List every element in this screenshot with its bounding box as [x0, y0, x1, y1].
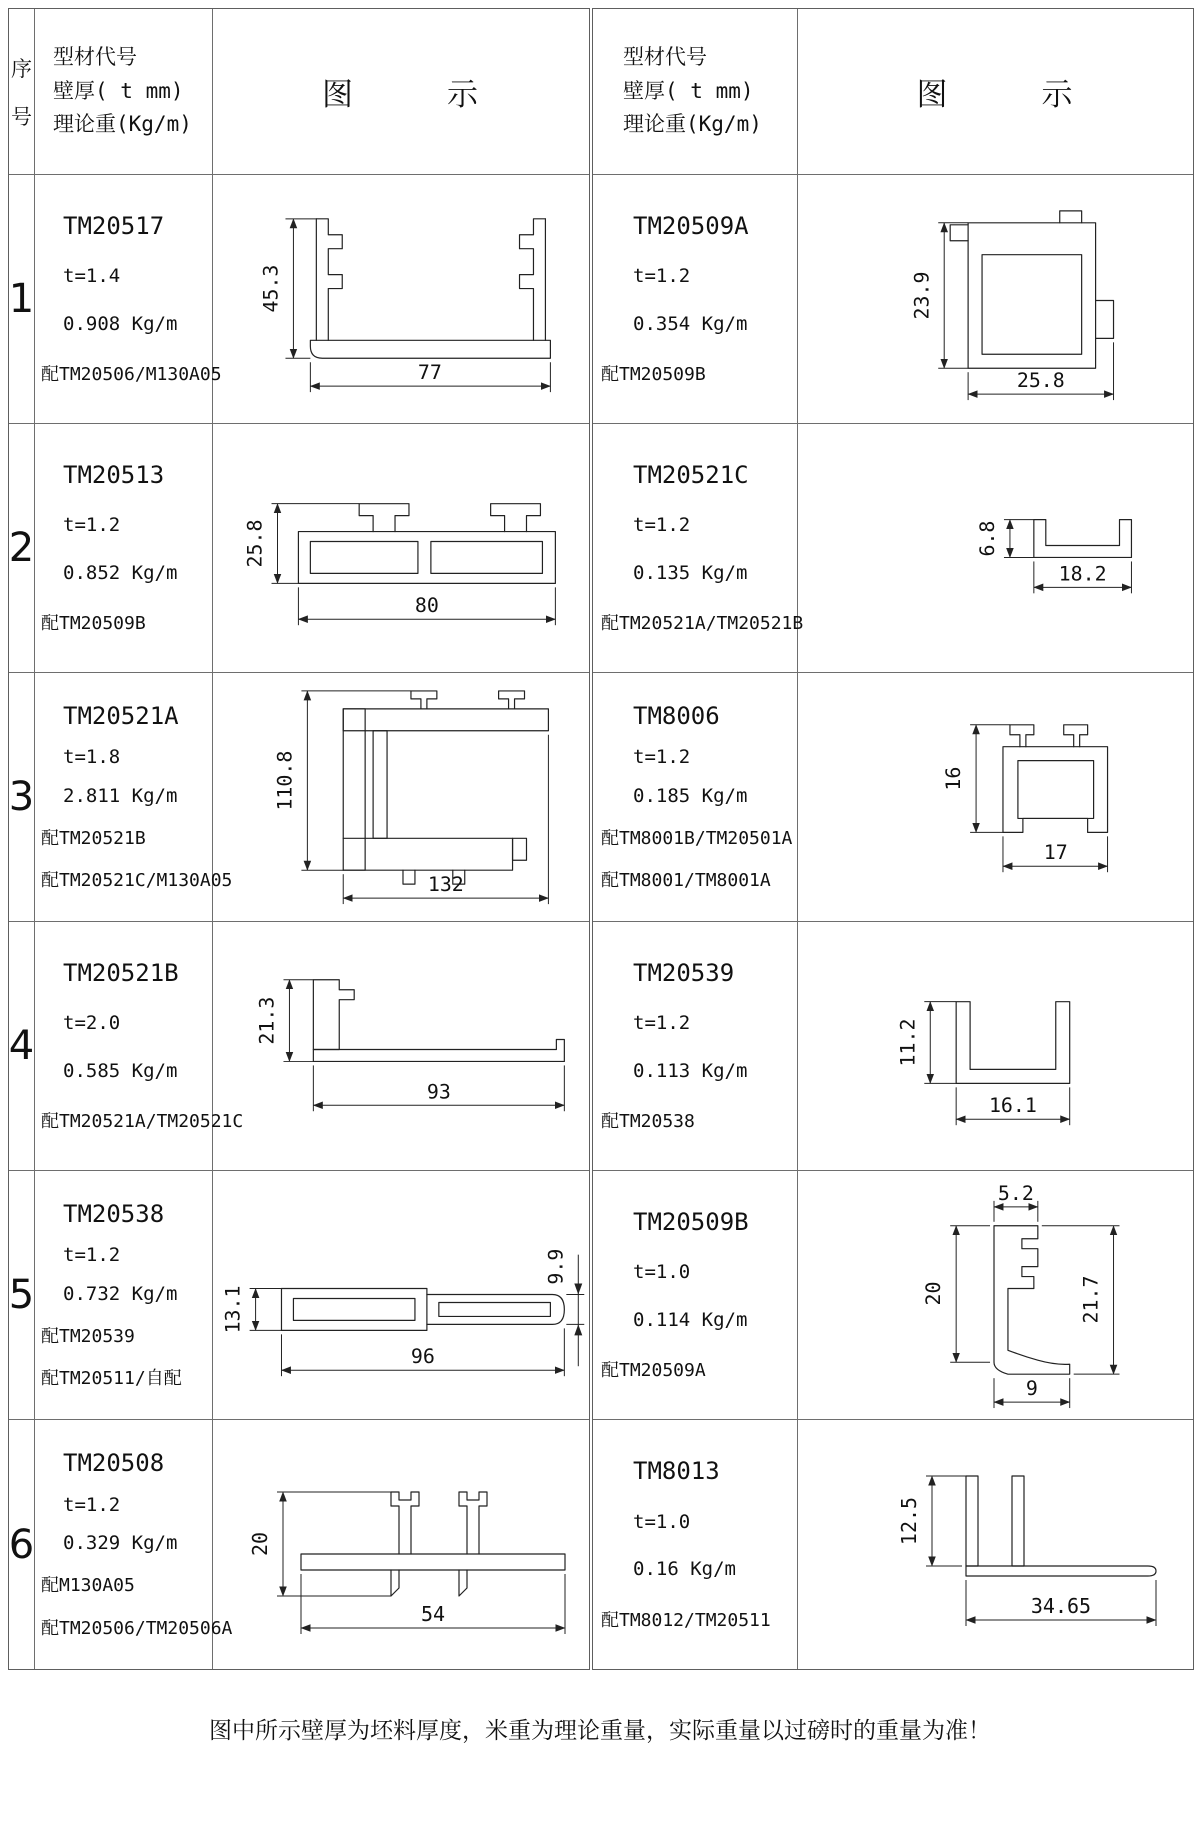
- profile-code: TM20513: [63, 461, 165, 490]
- header-wall-thickness-label: 壁厚( t mm): [623, 78, 754, 103]
- matching-profiles: 配TM8001B/TM20501A: [601, 827, 793, 849]
- row-3-index: 3: [9, 673, 35, 922]
- dim-label-height: 13.1: [221, 1285, 245, 1334]
- row-1-left-diagram: [213, 175, 589, 424]
- dim-label-right-height: 21.7: [1079, 1275, 1103, 1324]
- header-profile-code-label: 型材代号: [53, 45, 137, 70]
- dim-label-height: 110.8: [273, 750, 297, 811]
- row-6-left-info: [35, 1420, 233, 1669]
- wall-thickness: t=1.2: [63, 514, 121, 537]
- row-4-index: 4: [9, 922, 35, 1171]
- row-1-right-info: [593, 175, 798, 424]
- unit-weight: 0.354 Kg/m: [633, 312, 748, 335]
- matching-profiles-2: 配TM20506/TM20506A: [41, 1618, 233, 1640]
- profile-drawing-TM20539: [798, 922, 1193, 1170]
- unit-weight: 0.113 Kg/m: [633, 1059, 748, 1082]
- profile-code: TM20509A: [633, 212, 749, 241]
- matching-profiles: 配TM20509A: [601, 1359, 706, 1381]
- dim-label-width: 96: [410, 1345, 435, 1369]
- dim-label-height: 12.5: [897, 1496, 921, 1546]
- profile-drawing-TM20517: [213, 175, 589, 423]
- dim-label-height: 11.2: [896, 1018, 920, 1067]
- unit-weight: 2.811 Kg/m: [63, 784, 178, 807]
- profile-code: TM20521B: [63, 959, 179, 988]
- profile-code: TM20539: [633, 959, 735, 988]
- profile-drawing-TM20538: [213, 1171, 589, 1419]
- row-6-index: 6: [9, 1420, 35, 1669]
- dim-label-width: 18.2: [1058, 562, 1107, 586]
- dim-label-left-height: 20: [922, 1281, 946, 1306]
- unit-weight: 0.585 Kg/m: [63, 1059, 178, 1082]
- profile-code: TM20509B: [633, 1208, 749, 1237]
- row-2-left-info: [35, 424, 213, 673]
- matching-profiles-2: 配TM20511/自配: [41, 1368, 182, 1390]
- header-info-column-left: [35, 9, 213, 175]
- header-index-char-bottom: 号: [11, 104, 32, 129]
- dim-label-height: 21.3: [255, 996, 279, 1045]
- matching-profiles: 配TM20521B: [41, 827, 146, 849]
- profile-code: TM20538: [63, 1199, 165, 1228]
- matching-profiles: 配M130A05: [41, 1575, 135, 1597]
- dim-label-width: 17: [1043, 841, 1068, 865]
- row-5-index: 5: [9, 1171, 35, 1420]
- dim-label-width: 77: [417, 361, 442, 385]
- profile-drawing-TM8013: [798, 1420, 1193, 1669]
- wall-thickness: t=1.8: [63, 746, 121, 769]
- profile-code: TM8013: [633, 1457, 720, 1486]
- footer-note: 图中所示壁厚为坯料厚度，米重为理论重量，实际重量以过磅时的重量为准！: [209, 1718, 991, 1744]
- profile-drawing-TM8006: [798, 673, 1193, 921]
- dim-label-width: 54: [420, 1602, 446, 1626]
- wall-thickness: t=1.2: [63, 1493, 121, 1516]
- unit-weight: 0.908 Kg/m: [63, 312, 178, 335]
- dim-label-height: 23.9: [910, 271, 934, 320]
- row-5-left-diagram: [213, 1171, 589, 1420]
- row-1-left-info: [35, 175, 222, 424]
- matching-profiles: 配TM20538: [601, 1110, 695, 1132]
- dim-label-width: 93: [426, 1080, 451, 1104]
- row-5-left-info: [35, 1171, 213, 1420]
- profile-code: TM20521C: [633, 461, 749, 490]
- unit-weight: 0.852 Kg/m: [63, 561, 178, 584]
- wall-thickness: t=1.2: [63, 1244, 121, 1267]
- profile-code: TM8006: [633, 701, 720, 730]
- unit-weight: 0.732 Kg/m: [63, 1282, 178, 1305]
- unit-weight: 0.135 Kg/m: [633, 561, 748, 584]
- row-2-index: 2: [9, 424, 35, 673]
- header-unit-weight-label: 理论重(Kg/m): [623, 112, 762, 137]
- profile-drawing-TM20521A: [213, 673, 589, 921]
- wall-thickness: t=1.2: [633, 514, 691, 537]
- wall-thickness: t=1.4: [63, 265, 121, 288]
- row-1-right-diagram: [798, 175, 1193, 424]
- row-2-left-diagram: [213, 424, 589, 673]
- dim-label-height: 25.8: [243, 519, 267, 568]
- row-2-right-info: [593, 424, 804, 673]
- matching-profiles: 配TM20506/M130A05: [41, 363, 222, 385]
- header-diagram-char-1: 图: [916, 77, 950, 113]
- header-wall-thickness-label: 壁厚( t mm): [53, 78, 184, 103]
- wall-thickness: t=1.0: [633, 1261, 691, 1284]
- matching-profiles: 配TM20521A/TM20521C: [41, 1110, 244, 1132]
- dim-label-height: 20: [248, 1531, 272, 1557]
- row-1-index: 1: [9, 175, 35, 424]
- profile-drawing-TM20509B: [798, 1171, 1193, 1419]
- matching-profiles-2: 配TM8001/TM8001A: [601, 870, 771, 892]
- header-diagram-char-2: 示: [447, 77, 480, 113]
- profile-code: TM20521A: [63, 701, 179, 730]
- dim-label-height: 6.8: [976, 520, 1000, 557]
- dim-label-width: 132: [427, 873, 464, 897]
- wall-thickness: t=2.0: [63, 1012, 121, 1035]
- profile-drawing-TM20521C: [798, 424, 1193, 672]
- row-4-left-info: [35, 922, 244, 1171]
- spec-table-right: [592, 8, 1194, 1670]
- profile-code: TM20508: [63, 1448, 165, 1477]
- profile-drawing-TM20513: [213, 424, 589, 672]
- dim-label-height: 16: [942, 766, 966, 791]
- dim-label-width: 25.8: [1016, 369, 1065, 393]
- header-diagram-char-1: 图: [322, 77, 355, 113]
- wall-thickness: t=1.2: [633, 1012, 691, 1035]
- unit-weight: 0.185 Kg/m: [633, 784, 748, 807]
- header-profile-code-label: 型材代号: [623, 45, 707, 70]
- dim-label-width: 80: [414, 594, 439, 618]
- wall-thickness: t=1.0: [633, 1510, 691, 1533]
- profile-drawing-TM20521B: [213, 922, 589, 1170]
- wall-thickness: t=1.2: [633, 265, 691, 288]
- matching-profiles: 配TM20521A/TM20521B: [601, 612, 804, 634]
- row-6-left-diagram: [213, 1420, 589, 1669]
- spec-table-left: [8, 8, 590, 1670]
- wall-thickness: t=1.2: [633, 746, 691, 769]
- row-3-left-info: [35, 673, 233, 922]
- header-index-column: [9, 9, 35, 175]
- matching-profiles: 配TM8012/TM20511: [601, 1609, 771, 1631]
- header-unit-weight-label: 理论重(Kg/m): [53, 112, 192, 137]
- profile-drawing-TM20509A: [798, 175, 1193, 423]
- header-index-char-top: 序: [11, 56, 32, 81]
- unit-weight: 0.329 Kg/m: [63, 1532, 178, 1555]
- row-5-right-info: [593, 1171, 798, 1420]
- header-diagram-column-left: [213, 9, 589, 175]
- row-2-right-diagram: [798, 424, 1193, 673]
- row-4-right-diagram: [798, 922, 1193, 1171]
- dim-label-top-width: 5.2: [997, 1181, 1034, 1205]
- row-6-right-info: [593, 1420, 798, 1669]
- dim-label-bottom-width: 9: [1025, 1377, 1038, 1401]
- row-4-right-info: [593, 922, 798, 1171]
- unit-weight: 0.114 Kg/m: [633, 1308, 748, 1331]
- row-3-left-diagram: [213, 673, 589, 922]
- profile-code: TM20517: [63, 212, 165, 241]
- row-4-left-diagram: [213, 922, 589, 1171]
- header-diagram-char-2: 示: [1041, 77, 1075, 113]
- row-5-right-diagram: [798, 1171, 1193, 1420]
- profile-drawing-TM20508: [213, 1420, 589, 1669]
- row-3-right-info: [593, 673, 798, 922]
- dim-label-height: 45.3: [259, 264, 283, 313]
- header-info-column-right: [593, 9, 798, 175]
- row-6-right-diagram: [798, 1420, 1193, 1669]
- unit-weight: 0.16 Kg/m: [633, 1558, 736, 1581]
- dim-label-width: 34.65: [1030, 1594, 1092, 1618]
- dim-label-width: 16.1: [988, 1094, 1037, 1118]
- dim-label-height-2: 9.9: [544, 1248, 568, 1285]
- matching-profiles-2: 配TM20521C/M130A05: [41, 870, 233, 892]
- row-3-right-diagram: [798, 673, 1193, 922]
- matching-profiles: 配TM20509B: [601, 363, 706, 385]
- matching-profiles: 配TM20539: [41, 1325, 135, 1347]
- matching-profiles: 配TM20509B: [41, 612, 146, 634]
- header-diagram-column-right: [798, 9, 1193, 175]
